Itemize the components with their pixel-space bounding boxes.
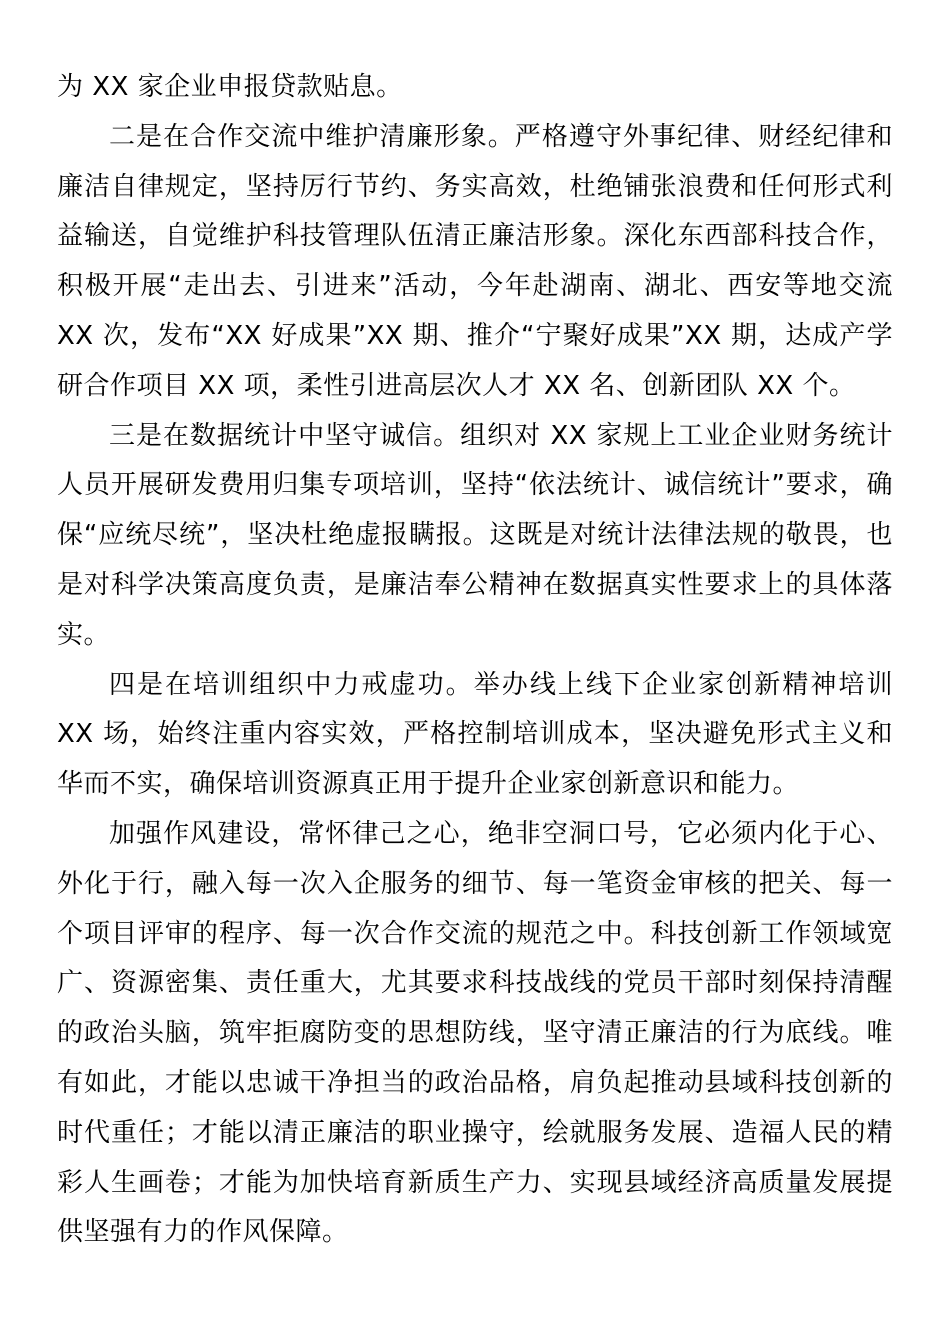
paragraph-continuation: 为 XX 家企业申报贷款贴息。: [57, 72, 403, 102]
paragraph-data-statistics: 三是在数据统计中坚守诚信。组织对 XX 家规上工业企业财务统计人员开展研发费用归集专项培训，坚持“依法统计、诚信统计”要求，确保“应统尽统”，坚决杜绝虚报瞒报。这既是对统计法律法规的敬畏，也是对科学决策高度负责，是廉洁奉公精神在数据真实性要求上的具体落实。: [57, 420, 893, 650]
paragraph-training-organization: 四是在培训组织中力戒虚功。举办线上线下企业家创新精神培训 XX 场，始终注重内容实效，严格控制培训成本，坚决避免形式主义和华而不实，确保培训资源真正用于提升企业家创新意识和能力。: [57, 669, 893, 800]
document-body: [57, 63, 893, 1258]
paragraph-conclusion: 加强作风建设，常怀律己之心，绝非空洞口号，它必须内化于心、外化于行，融入每一次入企服务的细节、每一笔资金审核的把关、每一个项目评审的程序、每一次合作交流的规范之中。科技创新工作领域宽广、资源密集、责任重大，尤其要求科技战线的党员干部时刻保持清醒的政治头脑，筑牢拒腐防变的思想防线，坚守清正廉洁的行为底线。唯有如此，才能以忠诚干净担当的政治品格，肩负起推动县域科技创新的时代重任；才能以清正廉洁的职业操守，绘就服务发展、造福人民的精彩人生画卷；才能为加快培育新质生产力、实现县域经济高质量发展提供坚强有力的作风保障。: [57, 818, 893, 1248]
paragraph-cooperation-exchange: 二是在合作交流中维护清廉形象。严格遵守外事纪律、财经纪律和廉洁自律规定，坚持厉行节约、务实高效，杜绝铺张浪费和任何形式利益输送，自觉维护科技管理队伍清正廉洁形象。深化东西部科技合作，积极开展“走出去、引进来”活动，今年赴湖南、湖北、西安等地交流 XX 次，发布“XX 好成果”XX 期、推介“宁聚好成果”XX 期，达成产学研合作项目 XX 项，柔性引进高层次人才 XX 名、创新团队 XX 个。: [57, 121, 893, 401]
